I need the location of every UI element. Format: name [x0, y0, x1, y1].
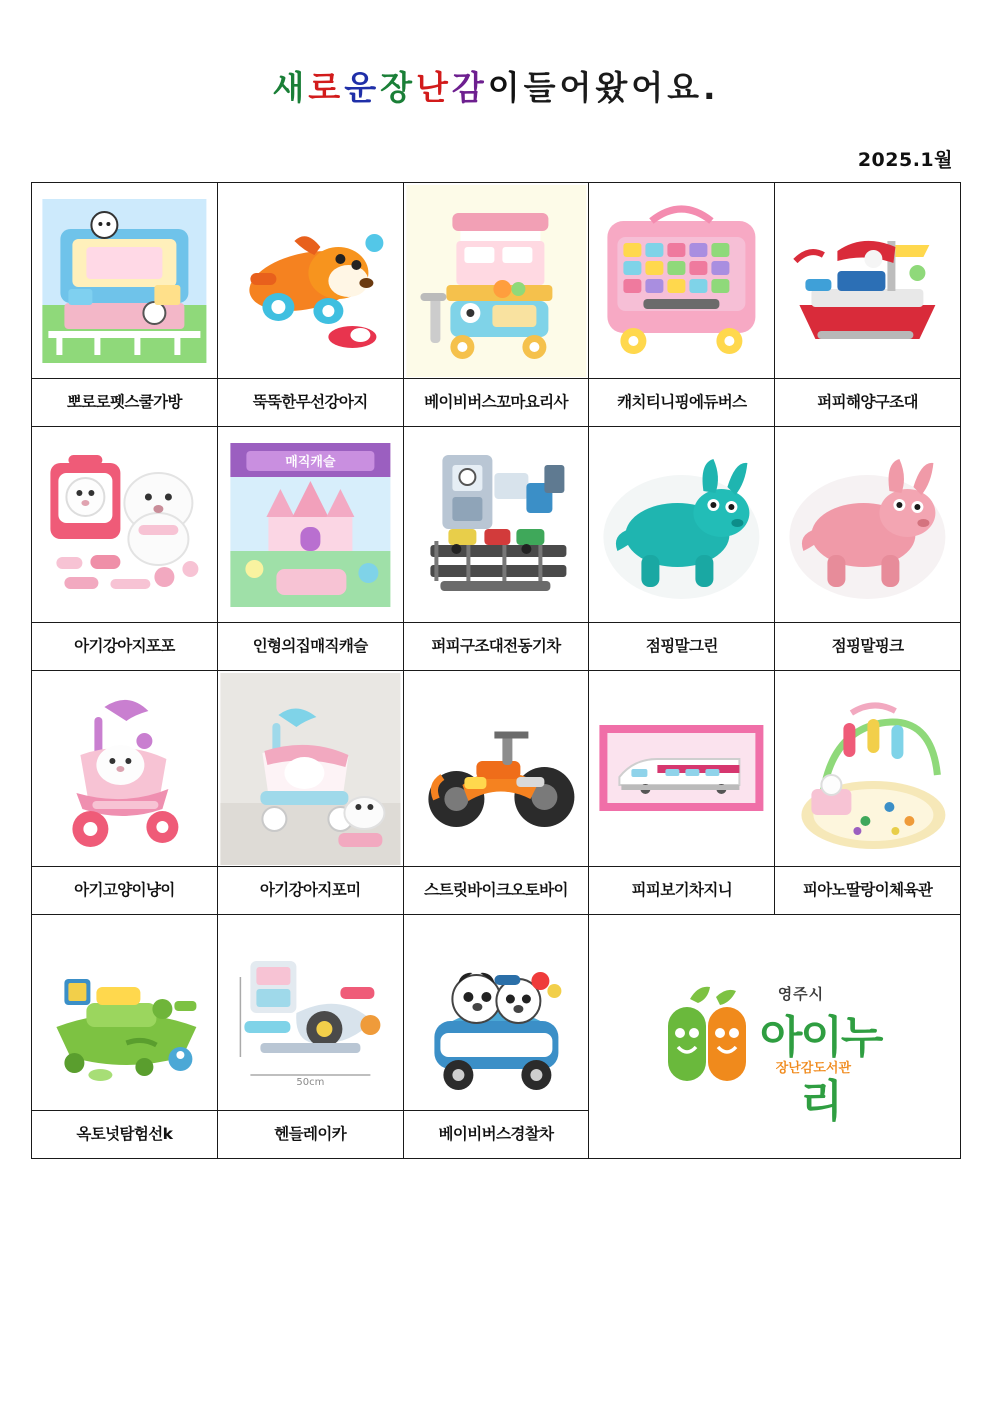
toy-label-cell-10 [775, 623, 961, 671]
toy-label: 베이비버스꼬마요리사 [424, 392, 568, 411]
toy-image-cell-4 [589, 183, 775, 379]
logo-subtitle: 장난감도서관 [775, 1060, 852, 1076]
toy-label-cell-13 [403, 867, 589, 915]
table-row [32, 183, 961, 379]
toy-grid [31, 182, 961, 1159]
toy-image-cell-11 [32, 671, 218, 867]
toy-image-cell-12 [217, 671, 403, 867]
dollhouse-magic-castle-box-icon [218, 429, 403, 621]
babybus-little-chef-kitchen-cart-icon [404, 185, 589, 377]
toy-label-cell-18 [403, 1111, 589, 1159]
page-title [272, 62, 719, 109]
toy-label-cell-12 [217, 867, 403, 915]
toy-image-cell-16 [32, 915, 218, 1111]
toy-label: 아기강아지포포 [74, 636, 175, 655]
toy-label: 퍼피해양구조대 [817, 392, 918, 411]
toy-image-cell-1 [32, 183, 218, 379]
toy-label: 퍼피구조대전동기차 [431, 636, 561, 655]
toy-label-cell-17 [217, 1111, 403, 1159]
toy-image-cell-18 [403, 915, 589, 1111]
toy-image-cell-9 [589, 427, 775, 623]
octonauts-exploration-ship-icon [32, 917, 217, 1109]
toy-label: 아기강아지포미 [259, 880, 361, 899]
title-char-2: 로 [308, 68, 345, 107]
toy-image-cell-5 [775, 183, 961, 379]
toy-label: 점핑말그린 [645, 636, 718, 655]
logo-city-name: 영주시 [777, 984, 825, 1003]
baby-puppy-popo-carrier-set-icon [32, 429, 217, 621]
date-row [31, 145, 961, 172]
table-row [32, 671, 961, 867]
toy-label: 점핑말핑크 [831, 636, 904, 655]
toy-label: 베이비버스경찰차 [438, 1124, 554, 1143]
toy-label: 뽀로로펫스쿨가방 [66, 392, 182, 411]
table-row [32, 867, 961, 915]
babybus-police-car-toy-icon [404, 917, 589, 1109]
title-char-6: 감 [451, 68, 488, 107]
svg-text:매직캐슬: 매직캐슬 [285, 454, 336, 470]
toy-label: 인형의집매직캐슬 [252, 636, 368, 655]
piano-rattle-play-gym-icon [775, 673, 960, 865]
toy-label-cell-11 [32, 867, 218, 915]
table-row [32, 623, 961, 671]
toy-label: 뚝뚝한무선강아지 [252, 392, 368, 411]
toy-image-cell-3 [403, 183, 589, 379]
toy-label-cell-14 [589, 867, 775, 915]
toy-label: 스트릿바이크오토바이 [424, 880, 568, 899]
toy-image-cell-13 [403, 671, 589, 867]
toy-image-cell-15 [775, 671, 961, 867]
baby-puppy-pomi-stroller-icon [218, 673, 403, 865]
library-logo-cell [589, 915, 961, 1159]
title-char-7: 이 [487, 68, 524, 107]
toy-label-cell-5 [775, 379, 961, 427]
svg-text:50cm: 50cm [296, 1076, 325, 1088]
toy-image-cell-10 [775, 427, 961, 623]
handle-race-car-track-set-icon [218, 917, 403, 1109]
table-row [32, 379, 961, 427]
library-logo [589, 915, 960, 1158]
issue-date: 2025.1월 [857, 149, 953, 171]
toy-label-cell-3 [403, 379, 589, 427]
jumping-horse-green-icon [589, 429, 774, 621]
toy-label-cell-4 [589, 379, 775, 427]
toy-image-cell-8 [403, 427, 589, 623]
paw-patrol-sea-rescue-set-icon [775, 185, 960, 377]
wireless-walking-puppy-toy-icon [218, 185, 403, 377]
ktx-train-toy-pink-box-icon [589, 673, 774, 865]
toy-label: 피아노딸랑이체육관 [802, 880, 933, 899]
toy-label-cell-1 [32, 379, 218, 427]
toy-label: 옥토넛탐험선k [76, 1124, 173, 1143]
toy-image-cell-7 [217, 427, 403, 623]
jumping-horse-pink-icon [775, 429, 960, 621]
table-row [32, 915, 961, 1111]
toy-label-cell-7 [217, 623, 403, 671]
toy-label-cell-9 [589, 623, 775, 671]
toy-image-cell-14 [589, 671, 775, 867]
toy-label-cell-6 [32, 623, 218, 671]
title-tail: 들어왔어요. [523, 68, 720, 107]
street-bike-motorcycle-toy-icon [404, 673, 589, 865]
title-char-5: 난 [415, 68, 452, 107]
toy-label-cell-16 [32, 1111, 218, 1159]
title-char-1: 새 [272, 68, 309, 107]
baby-kitten-stroller-toy-icon [32, 673, 217, 865]
toy-image-cell-17 [217, 915, 403, 1111]
title-char-3: 운 [344, 68, 381, 107]
toy-label: 피피보기차지니 [631, 880, 733, 899]
toy-label: 캐치티니핑에듀버스 [617, 392, 747, 411]
toy-label: 헨들레이카 [274, 1124, 347, 1143]
title-char-4: 장 [380, 68, 416, 107]
table-row [32, 427, 961, 623]
pororo-pet-school-bag-playset-icon [32, 185, 217, 377]
toy-label-cell-15 [775, 867, 961, 915]
ainuri-mascot-icon [660, 985, 756, 1101]
logo-name: 아이누리 [759, 1011, 882, 1127]
toy-label: 아기고양이냥이 [74, 880, 175, 899]
toy-label-cell-8 [403, 623, 589, 671]
paw-patrol-electric-train-set-icon [404, 429, 589, 621]
toy-image-cell-6 [32, 427, 218, 623]
toy-image-cell-2 [217, 183, 403, 379]
catch-teenieping-edu-bus-icon [589, 185, 774, 377]
page-title-wrap [0, 0, 992, 109]
toy-label-cell-2 [217, 379, 403, 427]
